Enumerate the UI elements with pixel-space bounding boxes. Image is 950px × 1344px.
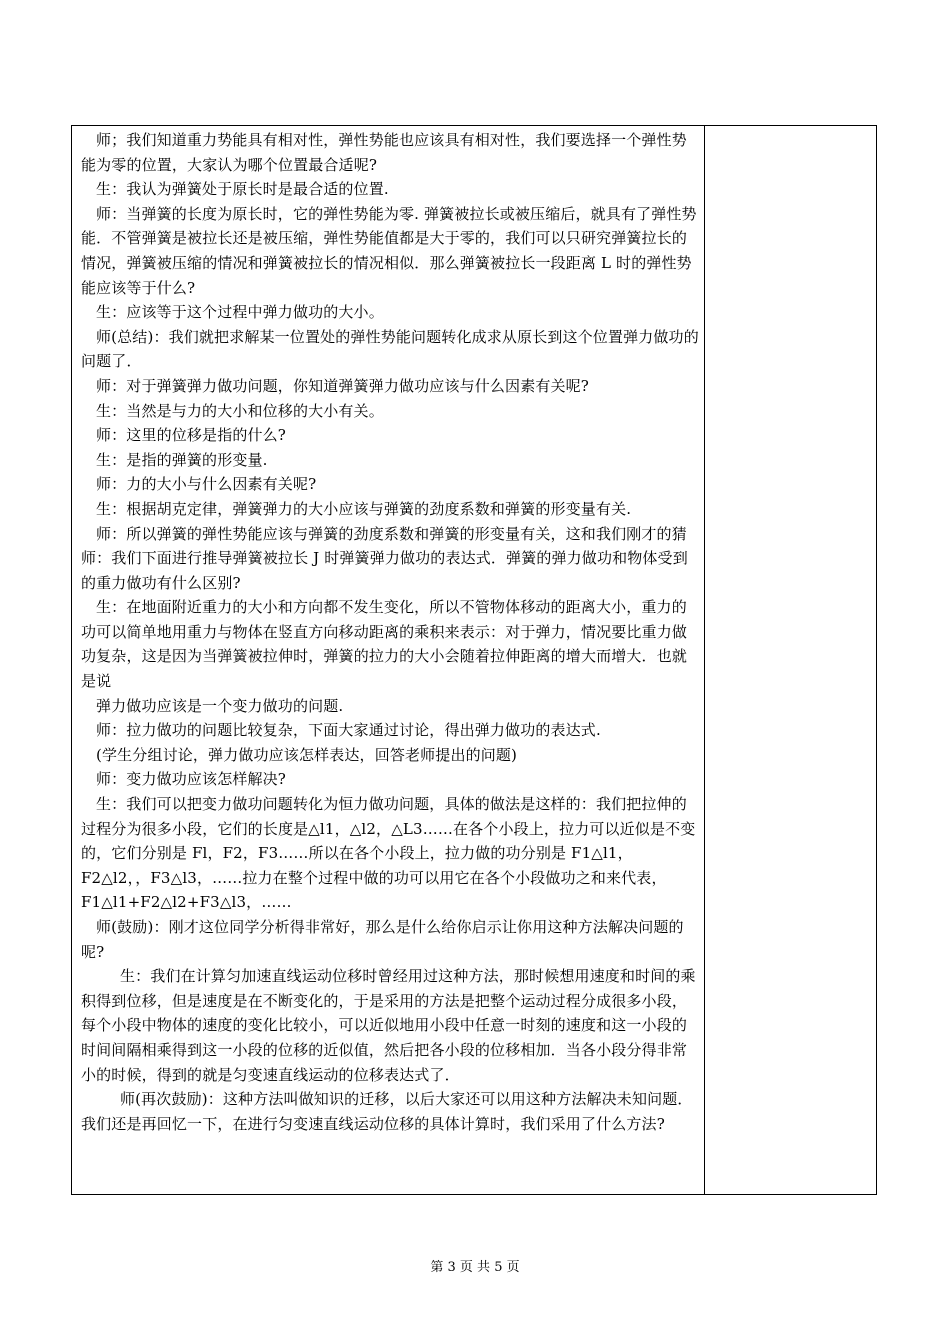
dialogue-paragraph: 师：变力做功应该怎样解决? [96, 770, 286, 789]
dialogue-paragraph: 师：这里的位移是指的什么? [96, 426, 286, 445]
dialogue-paragraph: 师：所以弹簧的弹性势能应该与弹簧的劲度系数和弹簧的形变量有关，这和我们刚才的猜师：我们下面进行推导弹簧被拉长 J 时弹簧弹力做功的表达式．弹簧的弹力做功和物体受到的重力做功有什么区别? [81, 524, 688, 592]
dialogue-paragraph: 师(鼓励)：刚才这位同学分析得非常好，那么是什么给你启示让你用这种方法解决问题的呢? [81, 918, 684, 961]
page-footer: 第 3 页 共 5 页 [430, 1260, 520, 1275]
dialogue-paragraph: 师(总结)：我们就把求解某一位置处的弹性势能问题转化成求从原长到这个位置弹力做功的问题了． [81, 327, 699, 371]
dialogue-paragraph: 生：我们在计算匀加速直线运动位移时曾经用过这种方法，那时候想用速度和时间的乘积得到位移，但是速度是在不断变化的，于是采用的方法是把整个运动过程分成很多小段，每个小段中物体的速度的变化比较小，可以近似地用小段中任意一时刻的速度和这一小段的时间间隔相乘得到这一小段的位移的近似值，然后把各小段的位移相加．当各小段分得非常小的时候，得到的就是匀变速直线运动的位移表达式了． [81, 967, 696, 1084]
dialogue-paragraph: 生：应该等于这个过程中弹力做功的大小。 [96, 303, 384, 322]
dialogue-paragraph: 师；我们知道重力势能具有相对性，弹性势能也应该具有相对性，我们要选择一个弹性势能为零的位置，大家认为哪个位置最合适呢? [81, 131, 687, 174]
dialogue-paragraph: 生：当然是与力的大小和位移的大小有关。 [96, 401, 384, 420]
dialogue-paragraph: 生：在地面附近重力的大小和方向都不发生变化，所以不管物体移动的距离大小，重力的功可以简单地用重力与物体在竖直方向移动距离的乘积来表示：对于弹力，情况要比重力做功复杂，这是因为当弹簧被拉伸时，弹簧的拉力的大小会随着拉伸距离的增大而增大．也就是说 [81, 598, 688, 691]
dialogue-paragraph: 师：当弹簧的长度为原长时，它的弹性势能为零. 弹簧被拉长或被压缩后，就具有了弹性势能．不管弹簧是被拉长还是被压缩，弹性势能值都是大于零的，我们可以只研究弹簧拉长的情况，弹簧被压缩的情况和弹簧被拉长的情况相似．那么弹簧被拉长一段距离 L 时的弹性势能应该等于什么? [81, 204, 697, 297]
dialogue-paragraph: 师：力的大小与什么因素有关呢? [96, 475, 317, 494]
notes-cell [706, 126, 876, 1194]
dialogue-paragraph: 生：我们可以把变力做功问题转化为恒力做功问题，具体的做法是这样的：我们把拉伸的过程分为很多小段，它们的长度是△l1，△l2，△L3……在各个小段上，拉力可以近似是不变的，它们分别是 Fl，F2，F3……所以在各个小段上，拉力做的功分别是 F1△l1，F2△l2，，F3△l3，……拉力在整个过程中做的功可以用它在各个小段做功之和来代表，F1△l1+F2△l2+F3△l3，…… [81, 795, 696, 912]
dialogue-paragraph: 师：拉力做功的问题比较复杂，下面大家通过讨论，得出弹力做功的表达式. [96, 721, 601, 740]
dialogue-paragraph: 生：我认为弹簧处于原长时是最合适的位置. [96, 180, 389, 199]
lesson-table [71, 125, 877, 1195]
dialogue-paragraph: (学生分组讨论，弹力做功应该怎样表达，回答老师提出的问题) [96, 745, 518, 764]
dialogue-paragraph: 弹力做功应该是一个变力做功的问题. [96, 696, 344, 715]
column-divider [704, 126, 705, 1194]
dialogue-paragraph: 生：根据胡克定律，弹簧弹力的大小应该与弹簧的劲度系数和弹簧的形变量有关. [96, 499, 632, 518]
dialogue-paragraph: 师(再次鼓励)：这种方法叫做知识的迁移，以后大家还可以用这种方法解决未知问题．我们还是再回忆一下，在进行匀变速直线运动位移的具体计算时，我们采用了什么方法? [81, 1090, 693, 1133]
dialogue-paragraph: 生：是指的弹簧的形变量. [96, 450, 268, 469]
dialogue-cell [81, 128, 699, 1136]
dialogue-paragraph: 师：对于弹簧弹力做功问题，你知道弹簧弹力做功应该与什么因素有关呢? [96, 376, 589, 395]
